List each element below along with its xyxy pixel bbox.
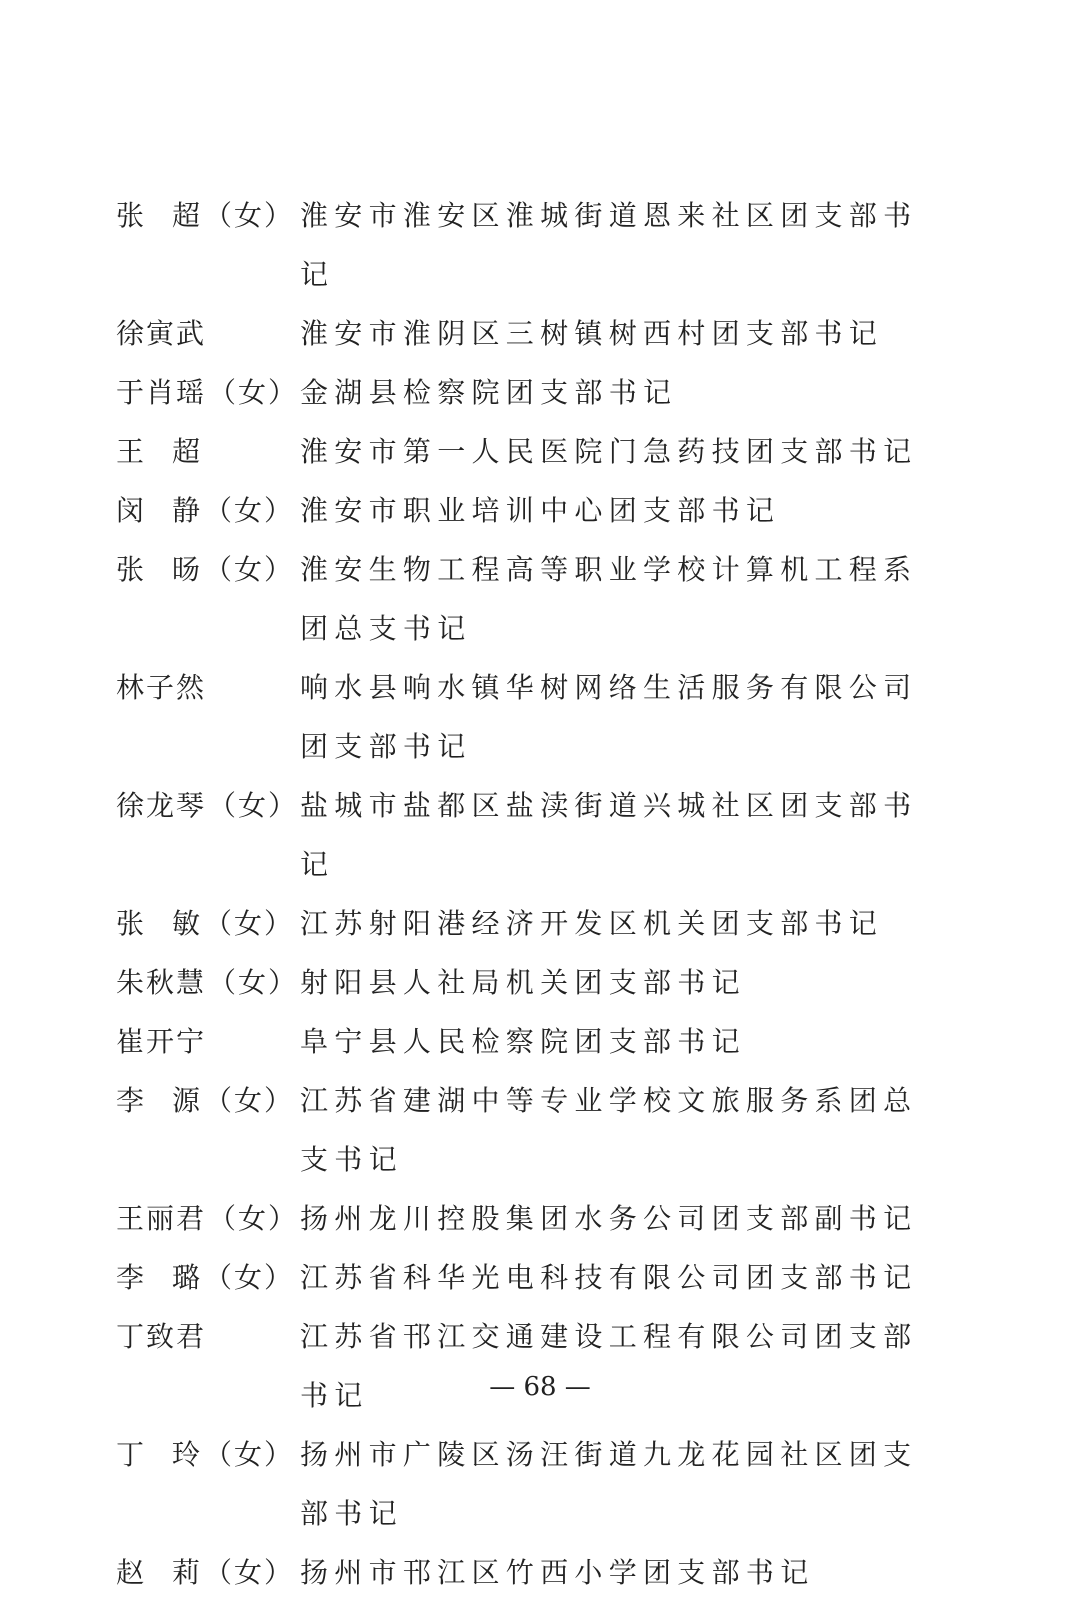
list-item <box>116 422 946 481</box>
gender-note: （女） <box>204 1084 295 1117</box>
organization: 金湖县检察院团支部书记 <box>300 376 678 409</box>
person-name: 王 超 <box>116 435 202 468</box>
organization: 淮安市淮阴区三树镇树西村团支部书记 <box>300 317 884 350</box>
organization: 阜宁县人民检察院团支部书记 <box>300 1025 746 1058</box>
organization: 响水县响水镇华树网络生活服务有限公司团支部书记 <box>300 671 918 763</box>
list-item <box>116 1189 946 1248</box>
list-item <box>116 894 946 953</box>
person-name: 徐龙琴 <box>116 789 207 822</box>
gender-note: （女） <box>208 789 299 822</box>
gender-note: （女） <box>208 1202 299 1235</box>
gender-note: （女） <box>204 907 295 940</box>
organization: 淮安市第一人民医院门急药技团支部书记 <box>300 435 918 468</box>
organization: 扬州市邗江区竹西小学团支部书记 <box>300 1556 815 1589</box>
organization: 扬州市广陵区汤汪街道九龙花园社区团支部书记 <box>300 1438 918 1530</box>
person-name: 张 敏 <box>116 907 202 940</box>
organization: 盐城市盐都区盐渎街道兴城社区团支部书记 <box>300 789 918 881</box>
person-name: 丁致君 <box>116 1320 207 1353</box>
organization: 淮安市淮安区淮城街道恩来社区团支部书记 <box>300 199 918 291</box>
list-item <box>116 953 946 1012</box>
list-item <box>116 1307 946 1425</box>
gender-note: （女） <box>208 966 299 999</box>
list-item <box>116 1425 946 1543</box>
person-name: 于肖瑶 <box>116 376 207 409</box>
list-item <box>116 658 946 776</box>
list-item <box>116 1071 946 1189</box>
list-item <box>116 540 946 658</box>
gender-note: （女） <box>204 1261 295 1294</box>
page-number: — 68 — <box>489 1372 591 1402</box>
organization: 射阳县人社局机关团支部书记 <box>300 966 746 999</box>
gender-note: （女） <box>208 376 299 409</box>
gender-note: （女） <box>204 199 295 232</box>
person-name: 李 源 <box>116 1084 202 1117</box>
list-item <box>116 481 946 540</box>
list-item <box>116 1543 946 1602</box>
gender-note: （女） <box>204 553 295 586</box>
list-item <box>116 776 946 894</box>
person-name: 徐寅武 <box>116 317 207 350</box>
person-name: 朱秋慧 <box>116 966 207 999</box>
gender-note: （女） <box>204 1556 295 1589</box>
organization: 淮安生物工程高等职业学校计算机工程系团总支书记 <box>300 553 918 645</box>
organization: 江苏省建湖中等专业学校文旅服务系团总支书记 <box>300 1084 918 1176</box>
organization: 江苏省邗江交通建设工程有限公司团支部书记 <box>300 1320 918 1412</box>
organization: 江苏射阳港经济开发区机关团支部书记 <box>300 907 884 940</box>
person-name: 崔开宁 <box>116 1025 207 1058</box>
list-item <box>116 1012 946 1071</box>
organization: 扬州龙川控股集团水务公司团支部副书记 <box>300 1202 918 1235</box>
person-name: 赵 莉 <box>116 1556 202 1589</box>
person-name: 王丽君 <box>116 1202 207 1235</box>
list-item <box>116 186 946 304</box>
organization: 淮安市职业培训中心团支部书记 <box>300 494 781 527</box>
person-name: 李 璐 <box>116 1261 202 1294</box>
person-name: 林子然 <box>116 671 207 704</box>
person-name: 张 超 <box>116 199 202 232</box>
list-item <box>116 1248 946 1307</box>
person-name: 闵 静 <box>116 494 202 527</box>
list-item <box>116 363 946 422</box>
person-name: 丁 玲 <box>116 1438 202 1471</box>
person-name: 张 旸 <box>116 553 202 586</box>
gender-note: （女） <box>204 494 295 527</box>
organization: 江苏省科华光电科技有限公司团支部书记 <box>300 1261 918 1294</box>
gender-note: （女） <box>204 1438 295 1471</box>
list-item <box>116 304 946 363</box>
